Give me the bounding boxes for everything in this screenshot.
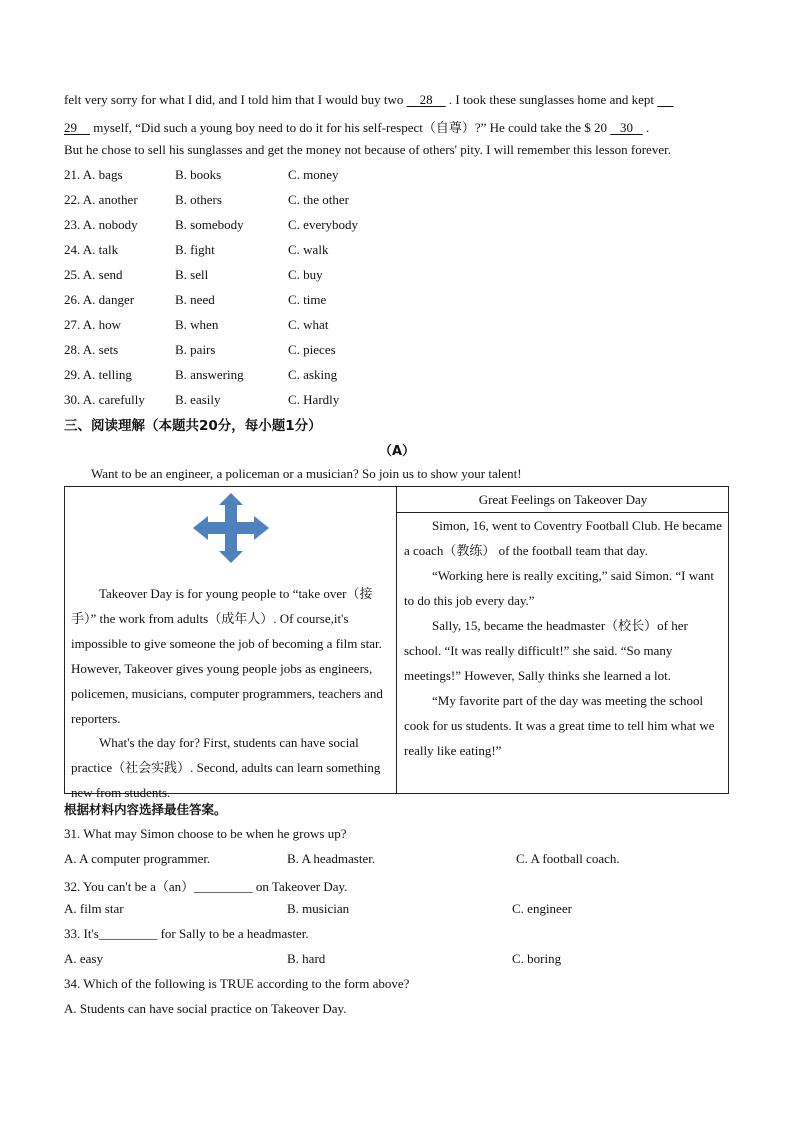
option-row-26 [64,292,464,310]
passage-intro: Want to be an engineer, a policeman or a musician? So join us to show your talent! [91,466,522,481]
cloze-text: felt very sorry for what I did, and I told him that I would buy two [64,92,407,107]
left-paragraph-1: Takeover Day is for young people to “take over（接手）” the work from adults（成年人）. Of course,it's impossible to give someone the job of becoming a film star. However, Takeover gives young people jobs as engineers, policemen, musicians, computer programmers, teachers and reporters. [71,586,383,726]
blank-28: 28 [419,92,433,107]
option-b: B. somebody [175,217,244,232]
option-b: B. others [175,192,222,207]
q31-option-c: C. A football coach. [516,851,620,866]
q34-option-a: A. Students can have social practice on Takeover Day. [64,1001,347,1016]
option-b: B. easily [175,392,221,407]
cloze-text: . I took these sunglasses home and kept [445,92,658,107]
option-c: C. buy [288,267,323,282]
option-row-22 [64,192,464,210]
right-paragraph-4: “My favorite part of the day was meeting the school cook for us students. It was a great time to tell him what we really like eating!” [404,693,715,758]
left-paragraph-2: What's the day for? First, students can have social practice（社会实践）. Second, adults can learn something new from students. [71,735,381,801]
four-way-arrows-icon [191,493,271,563]
option-b: B. pairs [175,342,216,357]
option-a: 29. A. telling [64,367,132,382]
question-34: 34. Which of the following is TRUE according to the form above? [64,976,410,991]
right-paragraph-1: Simon, 16, went to Coventry Football Club. He became a coach（教练） of the football team that day. [404,518,722,558]
right-paragraph-2: “Working here is really exciting,” said Simon. “I want to do this job every day.” [404,568,714,608]
option-a: 22. A. another [64,192,138,207]
option-b: B. need [175,292,215,307]
option-row-30 [64,392,464,410]
q32-option-c: C. engineer [512,901,572,916]
passage-label: （A） [378,444,416,459]
option-c: C. money [288,167,339,182]
option-a: 26. A. danger [64,292,135,307]
option-b: B. when [175,317,219,332]
option-c: C. Hardly [288,392,340,407]
option-b: B. answering [175,367,244,382]
option-c: C. time [288,292,327,307]
option-c: C. walk [288,242,329,257]
option-a: 30. A. carefully [64,392,145,407]
cloze-text: . [642,120,650,135]
option-row-24 [64,242,464,260]
option-c: C. pieces [288,342,336,357]
right-paragraph-3: Sally, 15, became the headmaster（校长）of her school. “It was really difficult!” she said. “So many meetings!” However, Sally thinks she learned a lot. [404,618,688,683]
left-cell-text [71,582,387,806]
option-a: 23. A. nobody [64,217,138,232]
q33-option-c: C. boring [512,951,562,966]
option-a: 28. A. sets [64,342,119,357]
option-c: C. everybody [288,217,359,232]
blank-29: 29 [64,120,77,135]
question-31: 31. What may Simon choose to be when he grows up? [64,826,347,841]
cloze-line-1 [64,92,673,108]
option-a: 24. A. talk [64,242,119,257]
cloze-text: myself, “Did such a young boy need to do it for his self-respect（自尊）?” He could take the $ 20 [90,120,611,135]
option-row-25 [64,267,464,285]
q31-option-a: A. A computer programmer. [64,851,211,866]
right-cell-text [404,513,724,763]
option-b: B. books [175,167,222,182]
q33-option-a: A. easy [64,951,103,966]
option-a: 27. A. how [64,317,122,332]
option-row-28 [64,342,464,360]
blank-29-start [657,92,673,108]
option-row-27 [64,317,464,335]
option-a: 25. A. send [64,267,123,282]
option-row-23 [64,217,464,235]
instruction: 根据材料内容选择最佳答案。 [64,802,227,817]
option-c: C. asking [288,367,338,382]
option-row-21 [64,167,464,185]
blank-30: 30 [619,120,633,135]
q33-option-b: B. hard [287,951,326,966]
right-cell-heading: Great Feelings on Takeover Day [397,487,729,513]
q32-option-a: A. film star [64,901,124,916]
passage-table [64,486,729,801]
cloze-line-2 [64,117,649,136]
option-row-29 [64,367,464,385]
table-divider [396,487,397,793]
question-33: 33. It's_________ for Sally to be a headmaster. [64,926,309,941]
option-b: B. sell [175,267,209,282]
option-b: B. fight [175,242,215,257]
option-c: C. what [288,317,329,332]
option-a: 21. A. bags [64,167,123,182]
question-32: 32. You can't be a（an）_________ on Takeover Day. [64,879,348,894]
option-c: C. the other [288,192,350,207]
q31-option-b: B. A headmaster. [287,851,376,866]
section-title: 三、阅读理解（本题共20分，每小题1分） [64,418,322,434]
cloze-line-3: But he chose to sell his sunglasses and get the money not because of others' pity. I will remember this lesson forever. [64,142,671,157]
q32-option-b: B. musician [287,901,350,916]
